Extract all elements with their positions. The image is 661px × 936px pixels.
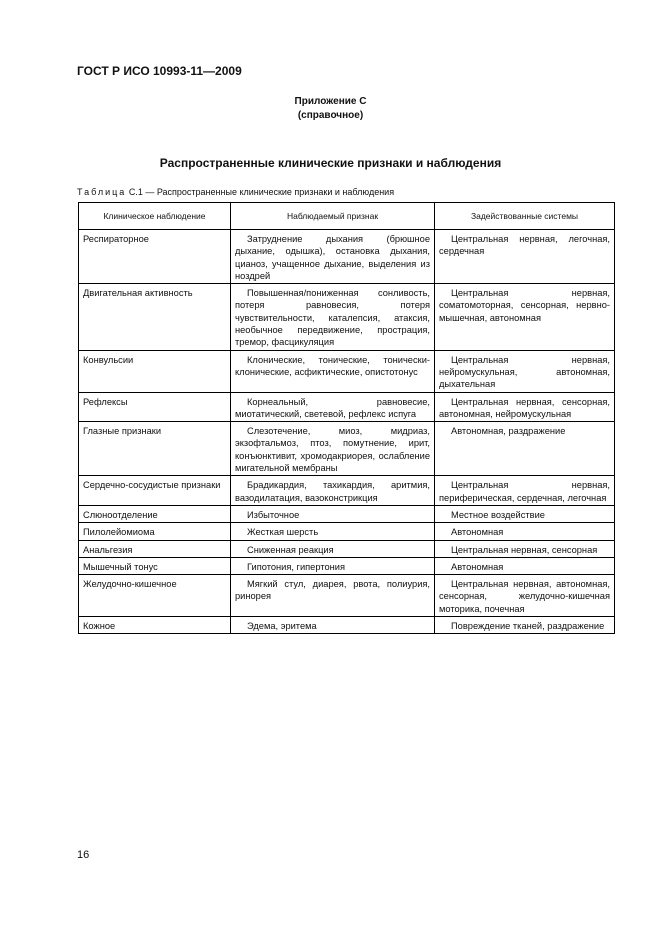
cell-systems: Центральная нервная, легочная, сердечная [435,230,615,284]
table-row [79,422,615,476]
cell-observation: Конвульсии [79,350,231,392]
cell-sign: Повышенная/пониженная сонливость, потеря равновесия, потеря чувствительности, каталепсия, атаксия, необычное передвижение, прострация, тремор, фасцикуляция [231,284,435,350]
cell-systems: Центральная нервная, сенсорная, автономная, нейромускульная [435,392,615,422]
table-row [79,523,615,540]
cell-sign: Эдема, эритема [231,617,435,634]
cell-observation: Слюноотделение [79,505,231,522]
annex-subtitle: (справочное) [297,110,364,121]
table-row [79,392,615,422]
table-caption-number: С.1 [128,187,143,197]
cell-systems: Автономная, раздражение [435,422,615,476]
cell-observation: Двигательная активность [79,284,231,350]
table-row [79,617,615,634]
cell-systems: Автономная [435,523,615,540]
cell-observation: Рефлексы [79,392,231,422]
annex-heading [0,95,661,123]
column-header-systems: Задействованные системы [435,203,615,230]
cell-systems: Автономная [435,557,615,574]
cell-observation: Пилолейомиома [79,523,231,540]
cell-systems: Центральная нервная, автономная, сенсорная, желудочно-кишечная моторика, почечная [435,575,615,617]
cell-sign: Мягкий стул, диарея, рвота, полиурия, ринорея [231,575,435,617]
table-header-row [79,203,615,230]
table-caption-text: — Распространенные клинические признаки и наблюдения [142,187,395,197]
clinical-signs-table [78,202,615,634]
table-row [79,505,615,522]
cell-systems: Местное воздействие [435,505,615,522]
cell-sign: Гипотония, гипертония [231,557,435,574]
cell-systems: Центральная нервная, нейромускульная, автономная, дыхательная [435,350,615,392]
table-row [79,350,615,392]
cell-observation: Респираторное [79,230,231,284]
table-row [79,230,615,284]
cell-sign: Брадикардия, тахикардия, аритмия, вазодилатация, вазоконстрикция [231,476,435,506]
table-row [79,284,615,350]
cell-observation: Глазные признаки [79,422,231,476]
cell-observation: Анальгезия [79,540,231,557]
standard-header: ГОСТ Р ИСО 10993-11—2009 [77,64,242,78]
cell-sign: Слезотечение, миоз, мидриаз, экзофтальмоз, птоз, помутнение, ирит, конъюнктивит, хромодакриорея, ослабление мигательной мембраны [231,422,435,476]
cell-sign: Клонические, тонические, тонически-клонические, асфиктические, опистотонус [231,350,435,392]
page-number: 16 [77,849,90,861]
cell-observation-text: Сердечно-сосудистые признаки [83,480,221,491]
cell-systems: Центральная нервная, периферическая, сердечная, легочная [435,476,615,506]
cell-systems: Центральная нервная, соматомоторная, сенсорная, нервно-мышечная, автономная [435,284,615,350]
cell-observation: Мышечный тонус [79,557,231,574]
annex-title: Приложение С [294,96,367,107]
cell-systems: Центральная нервная, сенсорная [435,540,615,557]
table-row [79,476,615,506]
table-caption [77,187,394,197]
cell-sign: Жесткая шерсть [231,523,435,540]
table-row [79,575,615,617]
cell-sign: Затруднение дыхания (брюшное дыхание, одышка), остановка дыхания, цианоз, учащенное дыхание, выделения из ноздрей [231,230,435,284]
cell-systems: Повреждение тканей, раздражение [435,617,615,634]
cell-observation [79,476,231,506]
column-header-sign: Наблюдаемый признак [231,203,435,230]
table-row [79,540,615,557]
column-header-observation: Клиническое наблюдение [79,203,231,230]
cell-observation: Кожное [79,617,231,634]
table-row [79,557,615,574]
table-caption-label: Таблица [77,187,127,197]
section-title: Распространенные клинические признаки и наблюдения [159,156,502,170]
cell-sign: Избыточное [231,505,435,522]
cell-observation: Желудочно-кишечное [79,575,231,617]
cell-sign: Сниженная реакция [231,540,435,557]
cell-sign: Корнеальный, равновесие, миотатический, светевой, рефлекс испуга [231,392,435,422]
